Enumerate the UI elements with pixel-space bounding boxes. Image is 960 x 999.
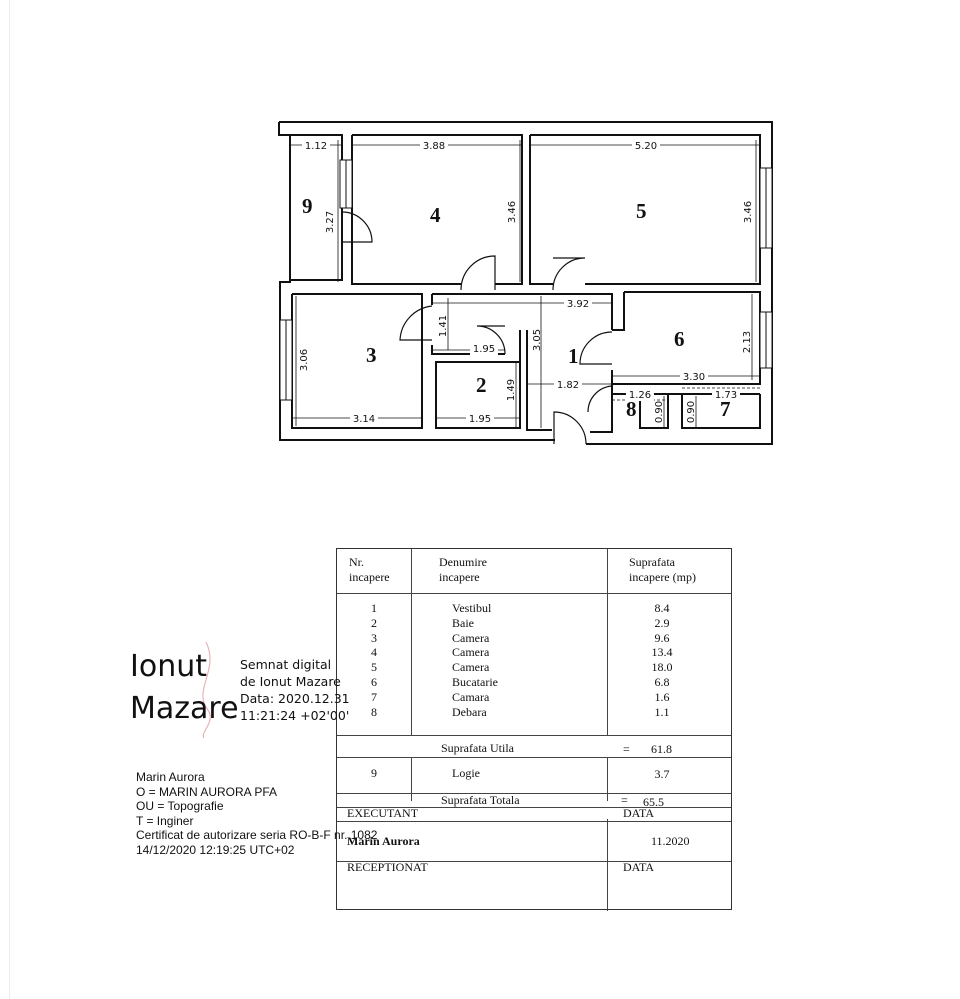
room-number: 2 <box>476 373 487 397</box>
executant-date-label: DATA <box>623 806 655 820</box>
total-area-value: 65.5 <box>643 795 664 809</box>
inner-wall <box>290 135 342 280</box>
dim-label: 1.26 <box>628 390 652 401</box>
room-5-wall <box>530 135 553 284</box>
room-number: 5 <box>636 199 647 223</box>
room-number: 6 <box>674 327 685 351</box>
area-table <box>336 548 732 910</box>
dim-label: 1.12 <box>304 141 328 152</box>
dim-label: 3.46 <box>507 200 518 224</box>
room-8-wall <box>590 384 612 432</box>
room-number: 8 <box>626 397 637 421</box>
dim-label: 1.41 <box>438 314 449 338</box>
room-number: 9 <box>302 194 313 218</box>
executant-name: Marin Aurora <box>347 834 420 848</box>
room-number: 1 <box>568 344 579 368</box>
certificate-info: Marin Aurora O = MARIN AURORA PFA OU = Topografie T = Inginer Certificat de autorizare seria RO-B-F nr. 1082 14/12/2020 12:19:25 UTC+02 <box>136 770 378 857</box>
header-name: Denumire incapere <box>439 555 487 584</box>
executant-label: EXECUTANT <box>347 806 419 820</box>
dim-label: 0.90 <box>686 400 697 424</box>
room-number: 4 <box>430 203 441 227</box>
door-swing <box>342 212 372 242</box>
signer-name-line1: Ionut <box>130 649 207 684</box>
door-swing <box>400 306 432 340</box>
receptionat-date-label: DATA <box>623 860 655 874</box>
dim-label: 3.05 <box>532 328 543 352</box>
dim-label: 0.90 <box>654 400 665 424</box>
header-area: Suprafata incapere (mp) <box>629 555 696 584</box>
signer-name-line2: Mazare <box>130 691 239 726</box>
dim-label: 1.73 <box>714 390 738 401</box>
dim-label: 1.82 <box>556 380 580 391</box>
floor-plan <box>0 0 960 460</box>
dim-label: 3.30 <box>682 372 706 383</box>
header-nr: Nr. incapere <box>349 555 390 584</box>
dim-label: 3.14 <box>352 414 376 425</box>
door-swing <box>580 332 612 364</box>
dim-label: 3.06 <box>299 348 310 372</box>
room-number: 3 <box>366 343 377 367</box>
dim-label: 3.88 <box>422 141 446 152</box>
loggia-nr: 9 <box>371 766 377 780</box>
dim-label: 3.46 <box>743 200 754 224</box>
room-6-wall <box>612 292 624 330</box>
dim-label: 1.95 <box>472 344 496 355</box>
room-3-wall <box>292 294 422 428</box>
loggia-area: 3.7 <box>654 767 670 781</box>
room-number: 7 <box>720 397 731 421</box>
loggia-name: Logie <box>452 766 480 780</box>
executant-date: 11.2020 <box>651 834 690 848</box>
useful-area-eq: = <box>623 742 630 756</box>
dim-label: 3.92 <box>566 299 590 310</box>
row-name-column: Vestibul Baie Camera Camera Camera Bucatarie Camara Debara <box>452 601 498 719</box>
door-swing <box>588 386 612 412</box>
dim-label: 1.49 <box>506 378 517 402</box>
useful-area-label: Suprafata Utila <box>441 741 514 755</box>
door-swing <box>553 258 585 290</box>
dim-label: 2.13 <box>742 330 753 354</box>
room-4-wall <box>352 135 461 284</box>
total-area-label: Suprafata Totala <box>441 793 520 807</box>
row-area-column: 8.4 2.9 9.6 13.4 18.0 6.8 1.6 1.1 <box>651 601 673 719</box>
dim-label: 3.27 <box>325 210 336 234</box>
dim-label: 5.20 <box>634 141 658 152</box>
dim-label: 1.95 <box>468 414 492 425</box>
signature-info: Semnat digital de Ionut Mazare Data: 2020.12.31 11:21:24 +02'00' <box>240 657 350 723</box>
total-area-eq: = <box>621 793 628 807</box>
useful-area-value: 61.8 <box>651 742 672 756</box>
row-nr-column: 1 2 3 4 5 6 7 8 <box>371 601 377 719</box>
receptionat-label: RECEPTIONAT <box>347 860 428 874</box>
door-swing <box>461 256 495 290</box>
door-swing <box>554 412 586 444</box>
